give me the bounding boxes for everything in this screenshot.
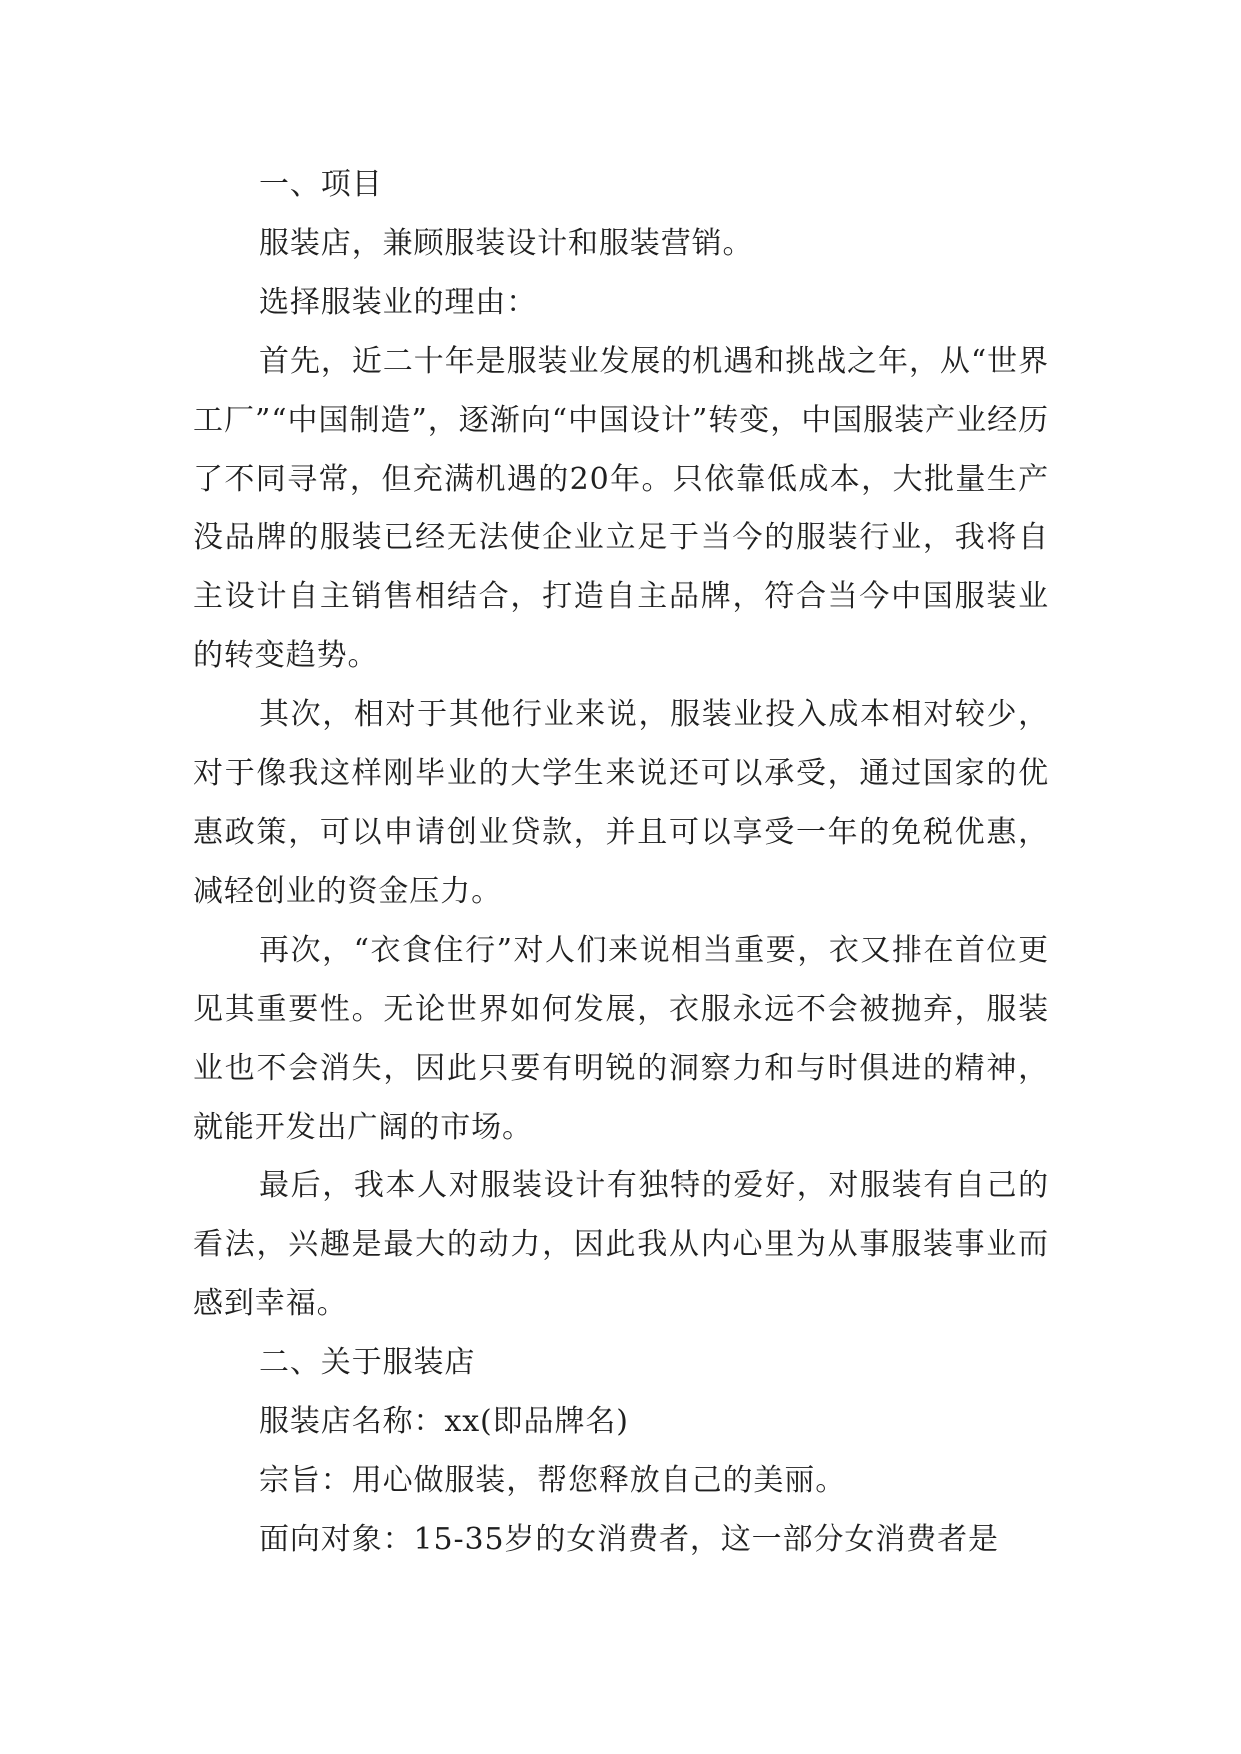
paragraph-target-audience: 面向对象：15-35岁的女消费者，这一部分女消费者是 <box>259 1521 999 1557</box>
heading-project: 一、项目 <box>259 167 383 202</box>
paragraph-purpose: 宗旨：用心做服装，帮您释放自己的美丽。 <box>259 1462 847 1498</box>
paragraph-reason-first: 首先，近二十年是服装业发展的机遇和挑战之年，从“世界工厂”“中国制造”，逐渐向“中国设计”转变，中国服装产业经历了不同寻常，但充满机遇的20年。只依靠低成本，大批量生产没品牌的服装已经无法使企业立足于当今的服装行业，我将自主设计自主销售相结合，打造自主品牌，符合当今中国服装业的转变趋势。 <box>193 343 1049 674</box>
paragraph-reason-last: 最后，我本人对服装设计有独特的爱好，对服装有自己的看法，兴趣是最大的动力，因此我从内心里为从事服装事业而感到幸福。 <box>193 1168 1049 1322</box>
paragraph-reasons-intro: 选择服装业的理由： <box>259 284 538 320</box>
paragraph-shop-name: 服装店名称：xx(即品牌名) <box>259 1404 629 1440</box>
heading-about-shop: 二、关于服装店 <box>259 1345 476 1381</box>
document-body <box>193 156 1049 1570</box>
paragraph-reason-second: 其次，相对于其他行业来说，服装业投入成本相对较少，对于像我这样刚毕业的大学生来说还可以承受，通过国家的优惠政策，可以申请创业贷款，并且可以享受一年的免税优惠，减轻创业的资金压力。 <box>193 697 1049 909</box>
paragraph-shop-type: 服装店，兼顾服装设计和服装营销。 <box>259 225 754 261</box>
paragraph-reason-third: 再次，“衣食住行”对人们来说相当重要，衣又排在首位更见其重要性。无论世界如何发展，衣服永远不会被抛弃，服装业也不会消失，因此只要有明锐的洞察力和与时俱进的精神，就能开发出广阔的市场。 <box>193 932 1049 1145</box>
